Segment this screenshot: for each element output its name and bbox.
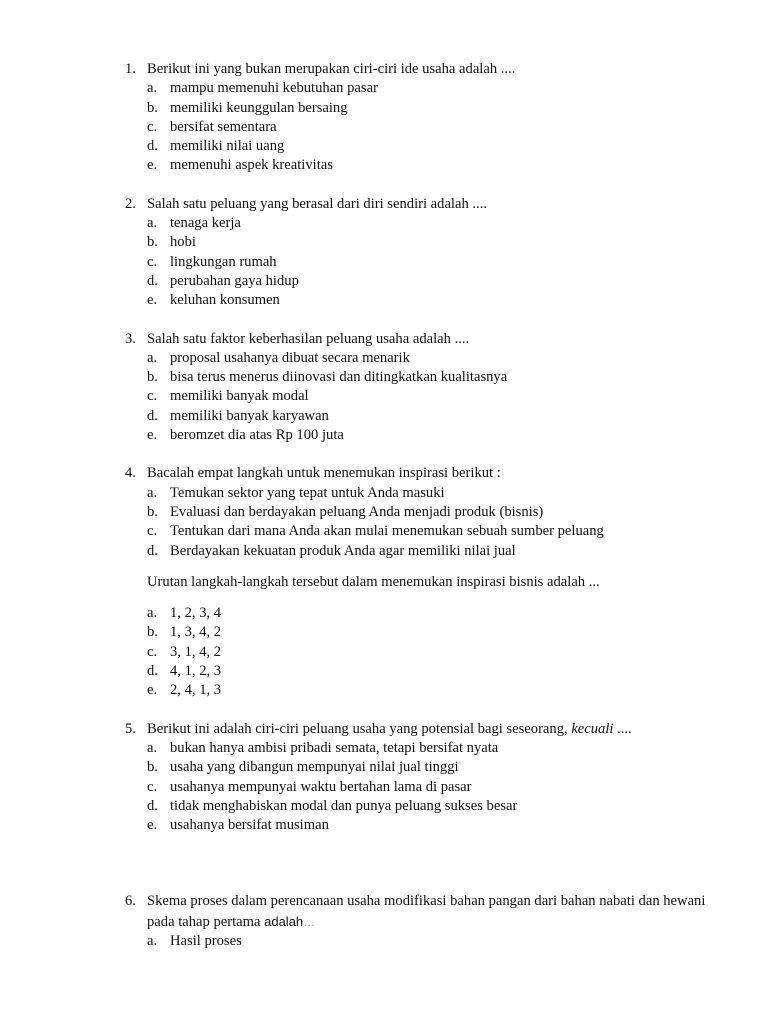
- question-suffix: ....: [617, 720, 632, 737]
- option-letter: e.: [147, 292, 158, 309]
- option-letter: c.: [147, 778, 158, 795]
- step-c: [0, 522, 768, 541]
- option-text: usaha yang dibangun mempunyai nilai jual tinggi: [170, 759, 459, 776]
- option-c: [0, 643, 768, 662]
- option-b: [0, 623, 768, 642]
- question-trail: adalah: [264, 913, 304, 929]
- option-text: memiliki nilai uang: [170, 138, 285, 155]
- option-d: [0, 272, 768, 291]
- option-e: [0, 426, 768, 445]
- option-text: usahanya bersifat musiman: [170, 817, 329, 834]
- option-e: [0, 156, 768, 175]
- quiz-page: [0, 60, 768, 951]
- question-text: Berikut ini yang bukan merupakan ciri-ciri ide usaha adalah ....: [147, 61, 516, 77]
- question-6: [0, 892, 768, 951]
- option-letter: e.: [147, 157, 158, 174]
- option-letter: b.: [147, 759, 158, 776]
- option-letter: e.: [147, 817, 158, 834]
- option-a: [0, 604, 768, 623]
- option-text: memenuhi aspek kreativitas: [170, 157, 333, 174]
- option-text: bukan hanya ambisi pribadi semata, tetapi bersifat nyata: [170, 739, 499, 756]
- question-text: Skema proses dalam perencanaan usaha modifikasi bahan pangan dari bahan nabati dan hewani pada tahap pertama: [147, 893, 706, 930]
- question-2: [0, 195, 768, 311]
- step-text: Berdayakan kekuatan produk Anda agar memiliki nilai jual: [170, 542, 516, 559]
- option-text: tenaga kerja: [170, 215, 241, 232]
- option-c: [0, 387, 768, 406]
- question-1: [0, 60, 768, 176]
- option-letter: b.: [147, 99, 158, 116]
- option-a: [0, 739, 768, 758]
- option-d: [0, 662, 768, 681]
- step-text: Temukan sektor yang tepat untuk Anda masuki: [170, 484, 445, 501]
- step-letter: b.: [147, 503, 158, 520]
- option-b: [0, 99, 768, 118]
- option-text: 2, 4, 1, 3: [170, 682, 222, 699]
- option-letter: d.: [147, 272, 158, 289]
- option-letter: a.: [147, 932, 158, 949]
- option-d: [0, 407, 768, 426]
- option-a: [0, 214, 768, 233]
- option-letter: c.: [147, 388, 158, 405]
- option-letter: a.: [147, 215, 158, 232]
- option-letter: d.: [147, 138, 158, 155]
- question-number: 2.: [125, 195, 136, 212]
- option-text: tidak menghabiskan modal dan punya peluang sukses besar: [170, 797, 518, 814]
- option-letter: e.: [147, 427, 158, 444]
- option-letter: c.: [147, 118, 158, 135]
- question-number: 4.: [125, 465, 136, 482]
- option-a: [0, 349, 768, 368]
- option-e: [0, 681, 768, 700]
- option-text: 4, 1, 2, 3: [170, 663, 222, 680]
- option-b: [0, 758, 768, 777]
- option-text: Hasil proses: [170, 932, 242, 949]
- question-text: Salah satu faktor keberhasilan peluang usaha adalah ....: [147, 330, 470, 347]
- option-letter: b.: [147, 234, 158, 251]
- option-c: [0, 253, 768, 272]
- question-number: 5.: [125, 720, 136, 737]
- option-d: [0, 137, 768, 156]
- option-letter: e.: [147, 682, 158, 699]
- option-text: 1, 3, 4, 2: [170, 624, 222, 641]
- option-text: bersifat sementara: [170, 118, 277, 135]
- option-text: keluhan konsumen: [170, 292, 280, 309]
- option-a: [0, 79, 768, 98]
- step-letter: d.: [147, 542, 158, 559]
- step-letter: c.: [147, 523, 158, 540]
- option-letter: a.: [147, 605, 158, 622]
- option-text: 3, 1, 4, 2: [170, 643, 222, 660]
- question-4: [0, 464, 768, 700]
- option-text: lingkungan rumah: [170, 253, 277, 270]
- option-letter: c.: [147, 253, 158, 270]
- option-letter: a.: [147, 80, 158, 97]
- option-a: [0, 932, 768, 951]
- option-text: bisa terus menerus diinovasi dan ditingkatkan kualitasnya: [170, 369, 508, 386]
- option-text: memiliki keunggulan bersaing: [170, 99, 348, 116]
- option-letter: b.: [147, 624, 158, 641]
- option-letter: a.: [147, 349, 158, 366]
- step-text: Tentukan dari mana Anda akan mulai menemukan sebuah sumber peluang: [170, 523, 604, 540]
- option-letter: a.: [147, 739, 158, 756]
- option-text: beromzet dia atas Rp 100 juta: [170, 427, 344, 444]
- option-letter: d.: [147, 663, 158, 680]
- question-number: 3.: [125, 330, 136, 347]
- option-letter: b.: [147, 369, 158, 386]
- option-text: proposal usahanya dibuat secara menarik: [170, 349, 410, 366]
- option-letter: c.: [147, 643, 158, 660]
- option-c: [0, 118, 768, 137]
- option-text: memiliki banyak modal: [170, 388, 309, 405]
- question-3: [0, 330, 768, 446]
- question-text: Berikut ini adalah ciri-ciri peluang usaha yang potensial bagi seseorang,: [147, 720, 568, 737]
- question-number: 1.: [125, 61, 136, 77]
- option-e: [0, 291, 768, 310]
- option-letter: d.: [147, 407, 158, 424]
- question-instruction: Urutan langkah-langkah tersebut dalam menemukan inspirasi bisnis adalah ...: [147, 573, 600, 590]
- step-text: Evaluasi dan berdayakan peluang Anda menjadi produk (bisnis): [170, 503, 544, 520]
- question-text: Salah satu peluang yang berasal dari diri sendiri adalah ....: [147, 195, 488, 212]
- option-text: perubahan gaya hidup: [170, 272, 299, 289]
- step-b: [0, 503, 768, 522]
- question-emphasis: kecuali: [571, 720, 614, 737]
- question-text: Bacalah empat langkah untuk menemukan inspirasi berikut :: [147, 465, 501, 482]
- option-letter: d.: [147, 797, 158, 814]
- option-c: [0, 778, 768, 797]
- option-b: [0, 233, 768, 252]
- question-5: [0, 720, 768, 836]
- step-d: [0, 542, 768, 561]
- question-number: 6.: [125, 893, 136, 910]
- option-d: [0, 797, 768, 816]
- step-a: [0, 484, 768, 503]
- option-text: hobi: [170, 234, 196, 251]
- option-text: memiliki banyak karyawan: [170, 407, 329, 424]
- option-b: [0, 368, 768, 387]
- step-letter: a.: [147, 484, 158, 501]
- option-text: usahanya mempunyai waktu bertahan lama di pasar: [170, 778, 472, 795]
- question-trail-dots: …: [303, 914, 316, 929]
- option-text: mampu memenuhi kebutuhan pasar: [170, 80, 378, 97]
- option-e: [0, 816, 768, 835]
- option-text: 1, 2, 3, 4: [170, 605, 222, 622]
